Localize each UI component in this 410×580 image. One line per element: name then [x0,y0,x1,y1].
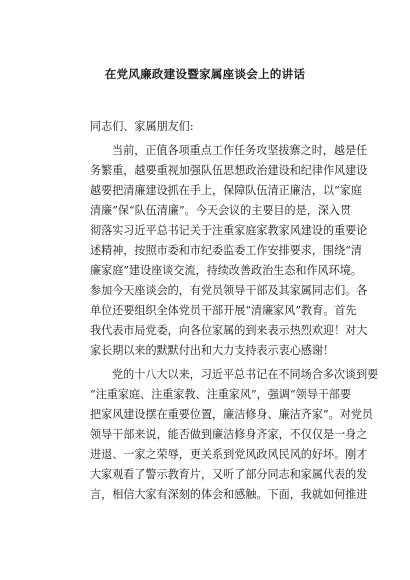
paragraph-line: 领导干部来说，能否做到廉洁修身齐家，不仅仅是一身之 [90,428,368,441]
paragraph-line: 越要把清廉建设抓在手上，保障队伍清正廉洁，以“家庭 [90,184,362,197]
paragraph-line: 言，相信大家有深刻的体会和感触。下面，我就如何推进 [90,488,368,501]
salutation-line: 同志们、家属朋友们: [90,120,194,133]
paragraph-line: 党的十八大以来，习近平总书记在不同场合多次谈到要 [112,368,379,381]
paragraph-line: 大家观看了警示教育片，又听了部分同志和家属代表的发 [90,468,368,481]
paragraph-line: 家长期以来的默默付出和大力支持表示衷心感谢！ [90,344,335,357]
paragraph-line: 彻落实习近平总书记关于注重家庭家教家风建设的重要论 [90,224,368,237]
paragraph-line: 述精神，按照市委和市纪委监委工作安排要求，围绕“清 [90,244,362,257]
paragraph-line: 进退、一家之荣辱，更关系到党风政风民风的好坏。刚才 [90,448,368,461]
paragraph-line: 清廉”保“队伍清廉”。今天会议的主要目的是，深入贯 [90,204,352,217]
paragraph-line: 廉家庭”建设座谈交流，持续改善政治生态和作风环境。 [90,264,362,277]
paragraph-line: “注重家庭、注重家教、注重家风”，强调“领导干部要 [90,388,352,401]
document-title: 在党风廉政建设暨家属座谈会上的讲话 [104,67,306,81]
paragraph-line: 当前，正值各项重点工作任务攻坚拔寨之时，越是任 [112,144,368,157]
paragraph-line: 务繁重，越要重视加强队伍思想政治建设和纪律作风建设 [90,164,368,177]
paragraph-line: 参加今天座谈会的，有党员领导干部及其家属同志们。各 [90,284,368,297]
paragraph-line: 把家风建设摆在重要位置，廉洁修身、廉洁齐家”。对党员 [90,408,374,421]
paragraph-line: 我代表市局党委，向各位家属的到来表示热烈欢迎！对大 [90,324,368,337]
paragraph-line: 单位还要组织全体党员干部开展“清廉家风”教育。首先 [90,304,357,317]
